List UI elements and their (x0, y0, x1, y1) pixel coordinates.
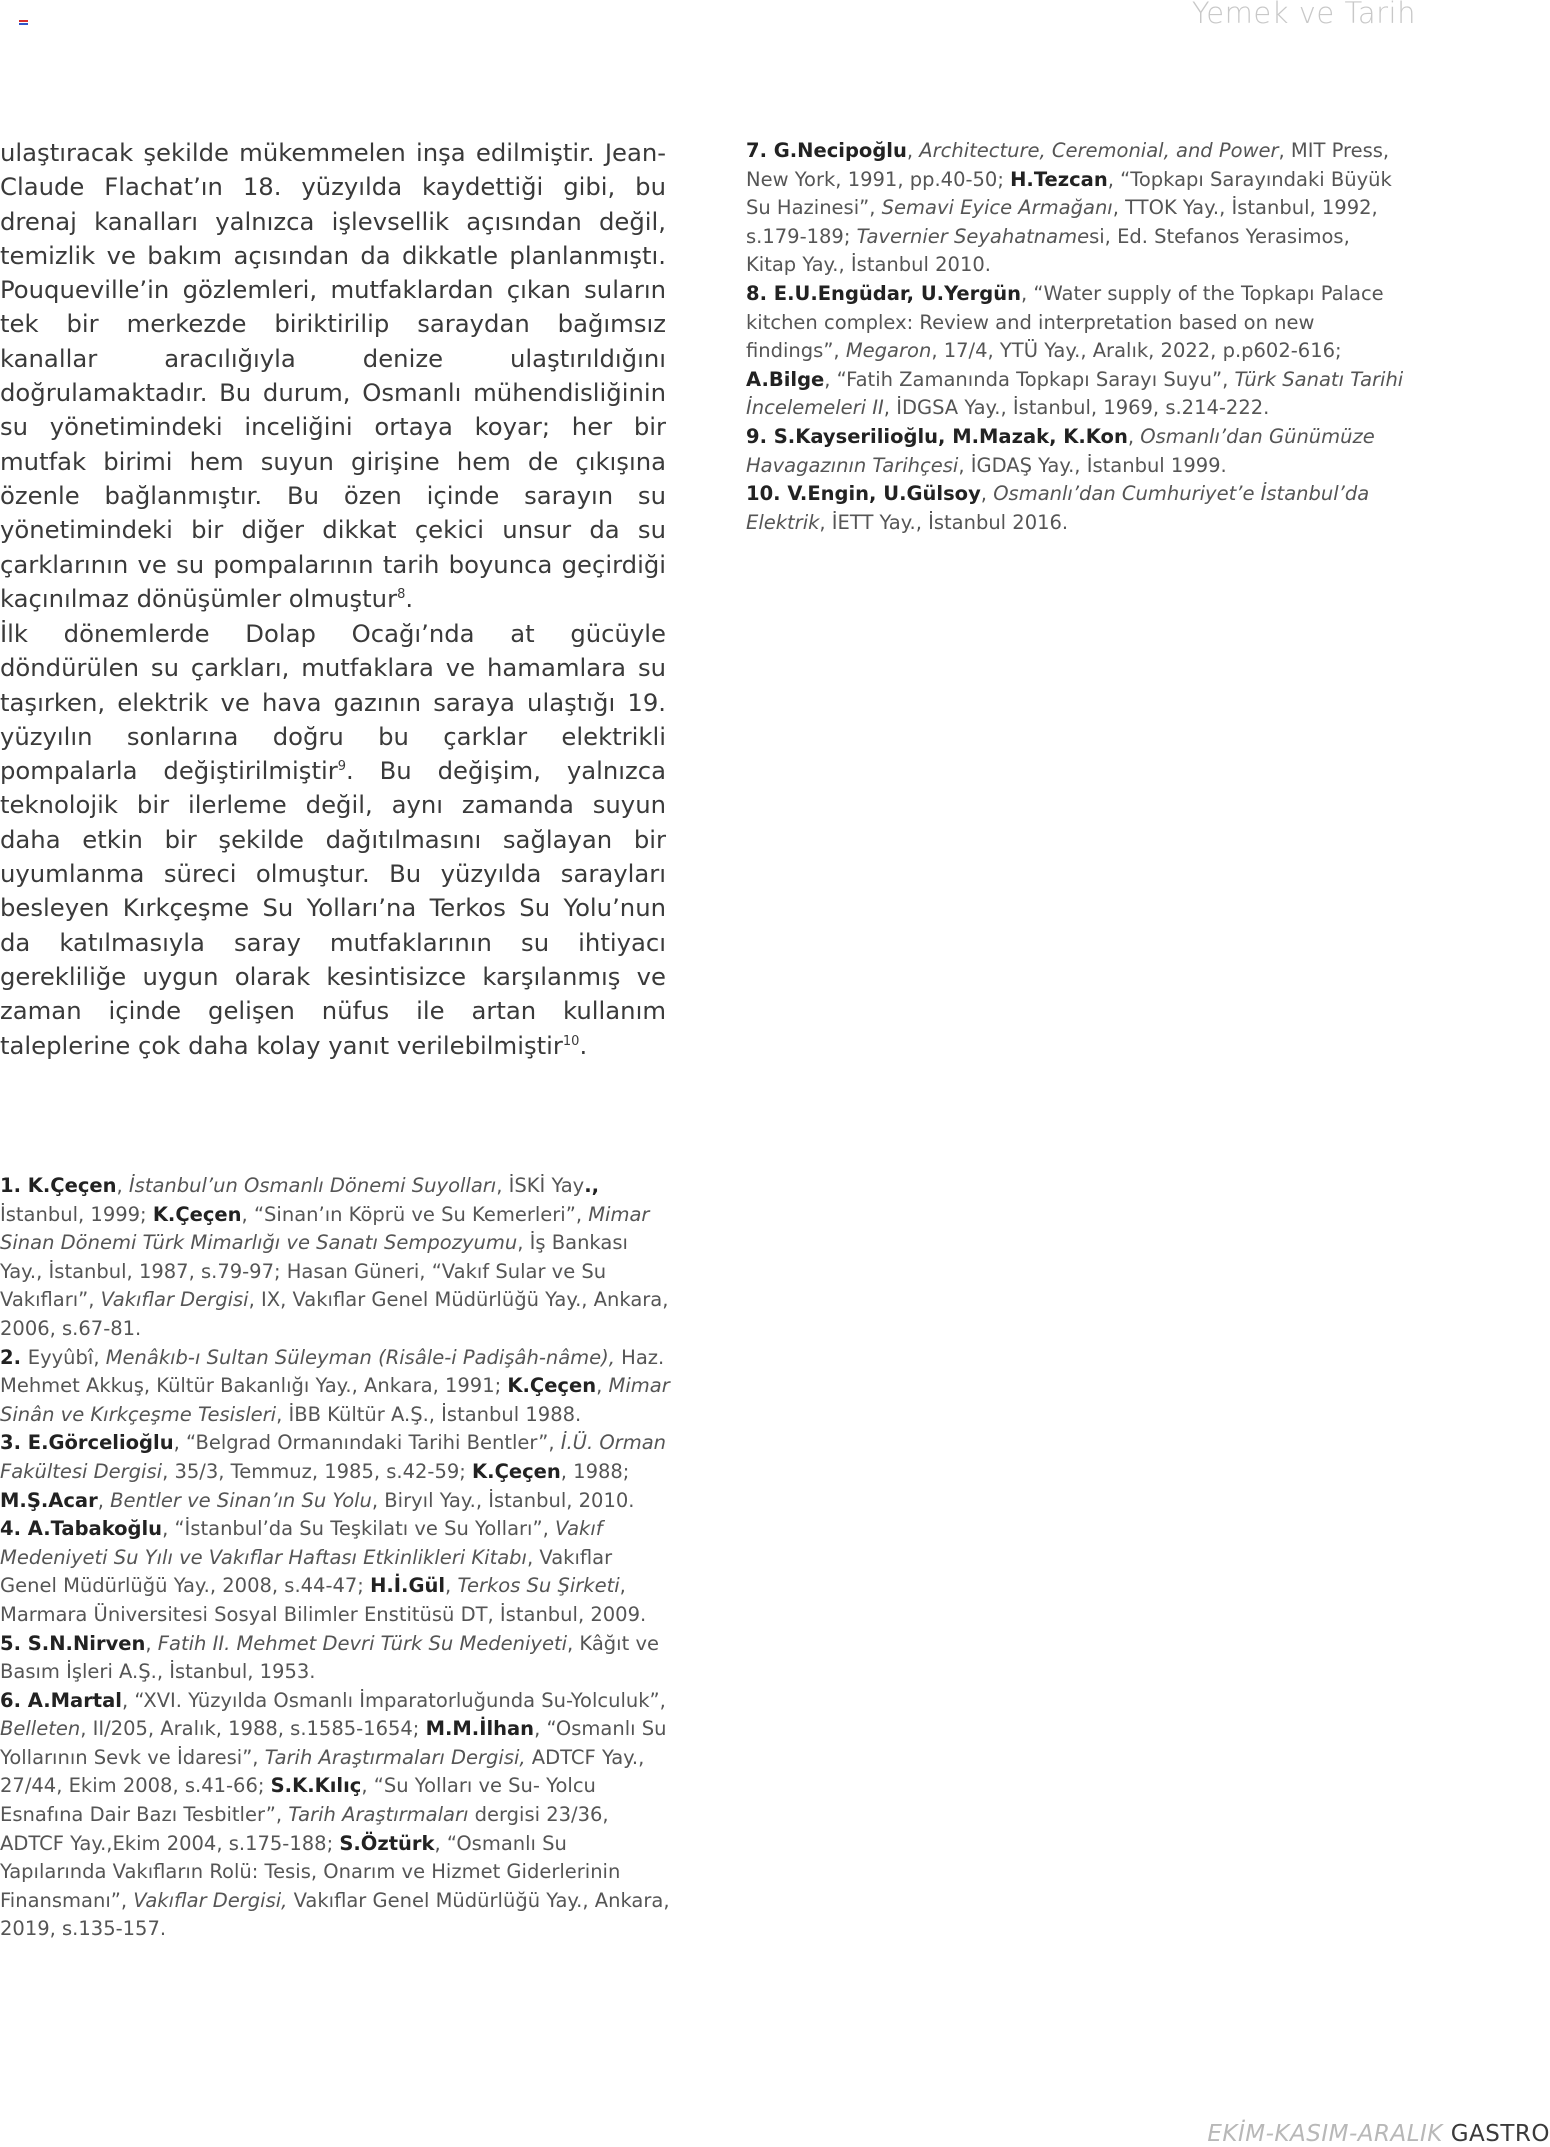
footnote-author: S.Öztürk (339, 1831, 435, 1855)
footnote-number: 5. (0, 1631, 28, 1655)
footnote-author: A.Tabakoğlu (27, 1517, 163, 1541)
paragraph-text: . Bu değişim, yalnızca teknolojik bir ilerleme değil, aynı zamanda suyun daha etkin bir şekilde dağıtılmasını sağlayan bir uyumlanma süreci olmuştur. Bu yüzyılda sarayları besleyen Kırkçeşme Su Yolları’na Terkos Su Yolu’nun da katılmasıyla saray mutfaklarının su ihtiyacı gerekliliğe uygun olarak kesintisizce karşılanmış ve zaman içinde gelişen nüfus ile artan kullanım taleplerine çok daha kolay yanıt verilebilmiştir (0, 756, 666, 1060)
footnote-text: Eyyûbî, (27, 1345, 106, 1369)
logo-mark-icon (19, 20, 28, 25)
footnote-ref: 8 (397, 586, 406, 602)
footnote-text: , (445, 1574, 458, 1598)
footnote-item (746, 280, 1406, 423)
footnote-text: dergisi 23/36, ADTCF Yay.,Ekim 2004, s.175-188; (0, 1803, 609, 1855)
footnote-author: A.Bilge (746, 367, 825, 391)
footnote-text: , “XVI. Yüzyılda Osmanlı İmparatorluğunda Su-Yolculuk”, (121, 1688, 666, 1712)
footnote-text: , (1127, 424, 1141, 448)
footnote-text: , “Belgrad Ormanındaki Tarihi Bentler”, (173, 1431, 561, 1455)
footnote-number: 1. (0, 1174, 28, 1197)
footnote-text: , Marmara Üniversitesi Sosyal Bilimler Enstitüsü DT, İstanbul, 2009. (0, 1574, 647, 1626)
footnote-text: , İBB Kültür A.Ş., İstanbul 1988. (276, 1402, 582, 1426)
footnote-number: 6. (0, 1688, 28, 1712)
footnote-text: , “Su Yolları ve Su- Yolcu Esnafına Dair Bazı Tesbitler”, (0, 1774, 596, 1827)
footnote-author: K.Çeçen (152, 1202, 242, 1226)
paragraph-end: . (405, 583, 414, 613)
footnote-author: ., (584, 1174, 600, 1197)
footnote-text: , “Water supply of the Topkapı Palace kitchen complex: Review and interpretation based on new findings”, (746, 281, 1384, 363)
footnote-text: , (906, 139, 920, 162)
footnote-author: K.Çeçen (507, 1374, 597, 1398)
page-footer (1207, 2121, 1550, 2147)
footnote-author: S.K.Kılıç (270, 1774, 362, 1798)
paragraph-text: ulaştıracak şekilde mükemmelen inşa edilmiştir. Jean-Claude Flachat’ın 18. yüzyılda kaydettiği gibi, bu drenaj kanalları yalnızca işlevsellik açısından değil, temizlik ve bakım açısından da dikkatle planlanmıştı. Pouqueville’in gözlemleri, mutfaklardan çıkan suların tek bir merkezde biriktirilip saraydan bağımsız kanallar aracılığıyla denize ulaştırıldığını doğrulamaktadır. Bu durum, Osmanlı mühendisliğinin su yönetimindeki inceliğini ortaya koyar; her bir mutfak birimi hem suyun girişine hem de çıkışına özenle bağlanmıştır. Bu özen içinde sarayın su yönetimindeki bir diğer dikkat çekici unsur da su çarklarının ve su pompalarının tarih boyunca geçirdiği kaçınılmaz dönüşümler olmuştur (0, 138, 666, 613)
footnote-text: Haz. Mehmet Akkuş, Kültür Bakanlığı Yay., Ankara, 1991; (0, 1345, 665, 1398)
footnote-item (0, 1429, 672, 1515)
footnote-title: Terkos Su Şirketi (457, 1574, 620, 1598)
footnote-title: Belleten (0, 1717, 81, 1741)
footnote-text: , TTOK Yay., İstanbul, 1992, s.179-189; (746, 196, 1378, 248)
footnote-number: 2. (0, 1345, 28, 1369)
footnote-text: , “Fatih Zamanında Topkapı Sarayı Suyu”, (824, 367, 1235, 391)
footnote-title: Mimar Sinân ve Kırkçeşme Tesisleri (0, 1374, 670, 1426)
footnote-text: , MIT Press, New York, 1991, pp.40-50; (746, 139, 1390, 191)
body-paragraph-2 (0, 617, 666, 1063)
footnote-text: , Vakıflar Genel Müdürlüğü Yay., 2008, s.44-47; (0, 1545, 613, 1598)
footnote-text: , “Sinan’ın Köprü ve Su Kemerleri”, (241, 1202, 589, 1226)
logo-stripe-blue (19, 23, 28, 25)
footnote-item (0, 1172, 672, 1344)
footnote-item (746, 480, 1406, 537)
footnote-text: Vakıflar Genel Müdürlüğü Yay., Ankara, 2019, s.135-157. (0, 1888, 670, 1941)
footnote-item (746, 423, 1406, 480)
footnote-text: , “Osmanlı Su Yapılarında Vakıfların Rolü: Tesis, Onarım ve Hizmet Giderlerinin Finansmanı”, (0, 1831, 621, 1912)
footnote-text: , “Topkapı Sarayındaki Büyük Su Hazinesi”, (746, 167, 1392, 220)
footnote-number: 10. (746, 482, 788, 506)
footnote-author: G.Necipoğlu (773, 139, 907, 162)
footnote-text: , İSKİ Yay (496, 1174, 585, 1197)
footnote-number: 4. (0, 1517, 28, 1541)
footnote-author: E.U.Engüdar, U.Yergün (773, 281, 1021, 305)
footnote-title: Architecture, Ceremonial, and Power (919, 139, 1279, 162)
footnote-title: Menâkıb-ı Sultan Süleyman (Risâle-i Padişâh-nâme), (105, 1345, 615, 1369)
body-paragraph-1 (0, 136, 666, 616)
footnote-number: 8. (746, 281, 774, 305)
footnote-title: Bentler ve Sinan’ın Su Yolu (110, 1488, 372, 1512)
footnote-number: 9. (746, 424, 774, 448)
footnote-ref: 10 (562, 1033, 580, 1049)
logo-stripe-red (19, 20, 28, 22)
footnote-title: İstanbul’un Osmanlı Dönemi Suyolları (128, 1174, 497, 1197)
footnote-author: S.N.Nirven (27, 1631, 146, 1655)
footnote-text: si, Ed. Stefanos Yerasimos, Kitap Yay., İstanbul 2010. (746, 224, 1350, 277)
footnote-text: , İETT Yay., İstanbul 2016. (819, 510, 1069, 534)
footnote-title: Megaron (845, 339, 932, 363)
footnote-author: K.Çeçen (27, 1174, 117, 1197)
footnote-text: , (980, 482, 994, 506)
footnote-title: Osmanlı’dan Günümüze Havagazının Tarihçesi (746, 424, 1375, 477)
footnote-text: , İGDAŞ Yay., İstanbul 1999. (958, 453, 1227, 477)
footnote-title: Fatih II. Mehmet Devri Türk Su Medeniyeti (157, 1631, 568, 1655)
footnote-number: 3. (0, 1431, 28, 1455)
footnote-text: , (596, 1374, 609, 1398)
footnote-title: İ.Ü. Orman Fakültesi Dergisi (0, 1431, 667, 1483)
footnote-text: , Kâğıt ve Basım İşleri A.Ş., İstanbul, 1953. (0, 1631, 659, 1684)
footnote-text: , II/205, Aralık, 1988, s.1585-1654; (80, 1717, 426, 1741)
footnote-author: V.Engin, U.Gülsoy (787, 482, 981, 506)
footnote-author: E.Görcelioğlu (27, 1431, 174, 1455)
footnote-item (0, 1687, 672, 1944)
footnote-author: H.İ.Gül (370, 1574, 446, 1598)
footnote-ref: 9 (337, 759, 347, 775)
footnote-text: , İDGSA Yay., İstanbul, 1969, s.214-222. (883, 396, 1270, 420)
footnote-text: İstanbul, 1999; (0, 1202, 153, 1226)
footnote-title: Türk Sanatı Tarihi İncelemeleri II (746, 367, 1404, 420)
footnote-text: , 17/4, YTÜ Yay., Aralık, 2022, p.p602-616; (931, 339, 1342, 363)
footnote-title: Vakıf Medeniyeti Su Yılı ve Vakıflar Haftası Etkinlikleri Kitabı (0, 1517, 603, 1569)
footnote-title: Mimar Sinan Dönemi Türk Mimarlığı ve Sanatı Sempozyumu (0, 1202, 650, 1255)
footnote-title: Tavernier Seyahatname (856, 224, 1090, 248)
footnote-title: Tarih Araştırmaları (288, 1803, 469, 1827)
footnote-text: , (145, 1631, 158, 1655)
footnote-text: , “İstanbul’da Su Teşkilatı ve Su Yolları”, (162, 1517, 555, 1541)
footnote-text: , (97, 1488, 111, 1512)
footnotes-left-column (0, 1172, 672, 1944)
section-title: Yemek ve Tarih (1191, 0, 1416, 30)
footnote-text: , İş Bankası Yay., İstanbul, 1987, s.79-97; Hasan Güneri, “Vakıf Sular ve Su Vakıfları”, (0, 1231, 628, 1312)
footnote-item (0, 1344, 672, 1430)
footnote-author: A.Martal (27, 1688, 122, 1712)
footnote-title: Semavi Eyice Armağanı (881, 196, 1113, 220)
footnote-text: , 1988; (560, 1459, 630, 1483)
footnote-text: , IX, Vakıflar Genel Müdürlüğü Yay., Ankara, 2006, s.67-81. (0, 1288, 669, 1340)
footnote-title: Vakıflar Dergisi (100, 1288, 249, 1312)
footnotes-right-column (746, 137, 1406, 537)
footnote-author: K.Çeçen (472, 1459, 561, 1483)
paragraph-text: İlk dönemlerde Dolap Ocağı’nda at gücüyle döndürülen su çarkları, mutfaklara ve hamamlara su taşırken, elektrik ve hava gazının saraya ulaştığı 19. yüzyılın sonlarına doğru bu çarklar elektrikli pompalarla değiştirilmiştir (0, 619, 666, 786)
footnote-text: , (116, 1174, 129, 1197)
footnote-title: Vakıflar Dergisi, (133, 1888, 288, 1912)
magazine-name: GASTRO (1450, 2121, 1550, 2147)
footnote-text: , “Osmanlı Su Yollarının Sevk ve İdaresi”, (0, 1717, 667, 1769)
footnote-author: M.M.İlhan (425, 1717, 535, 1741)
footnote-author: H.Tezcan (1010, 167, 1108, 191)
footnote-author: M.Ş.Acar (0, 1488, 98, 1512)
footnote-item (0, 1630, 672, 1687)
paragraph-end: . (579, 1030, 588, 1060)
footnote-item (746, 137, 1406, 280)
footnote-title: Osmanlı’dan Cumhuriyet’e İstanbul’da Elektrik (746, 482, 1370, 534)
footnote-item (0, 1515, 672, 1629)
footnote-author: S.Kayserilioğlu, M.Mazak, K.Kon (773, 424, 1128, 448)
footnote-number: 7. (746, 139, 774, 162)
footnote-text: , 35/3, Temmuz, 1985, s.42-59; (162, 1459, 473, 1483)
footnote-text: ADTCF Yay., 27/44, Ekim 2008, s.41-66; (0, 1745, 645, 1798)
footnote-title: Tarih Araştırmaları Dergisi, (264, 1745, 526, 1769)
issue-label: EKİM-KASIM-ARALIK (1207, 2121, 1443, 2147)
footnote-text: , Biryıl Yay., İstanbul, 2010. (371, 1488, 635, 1512)
